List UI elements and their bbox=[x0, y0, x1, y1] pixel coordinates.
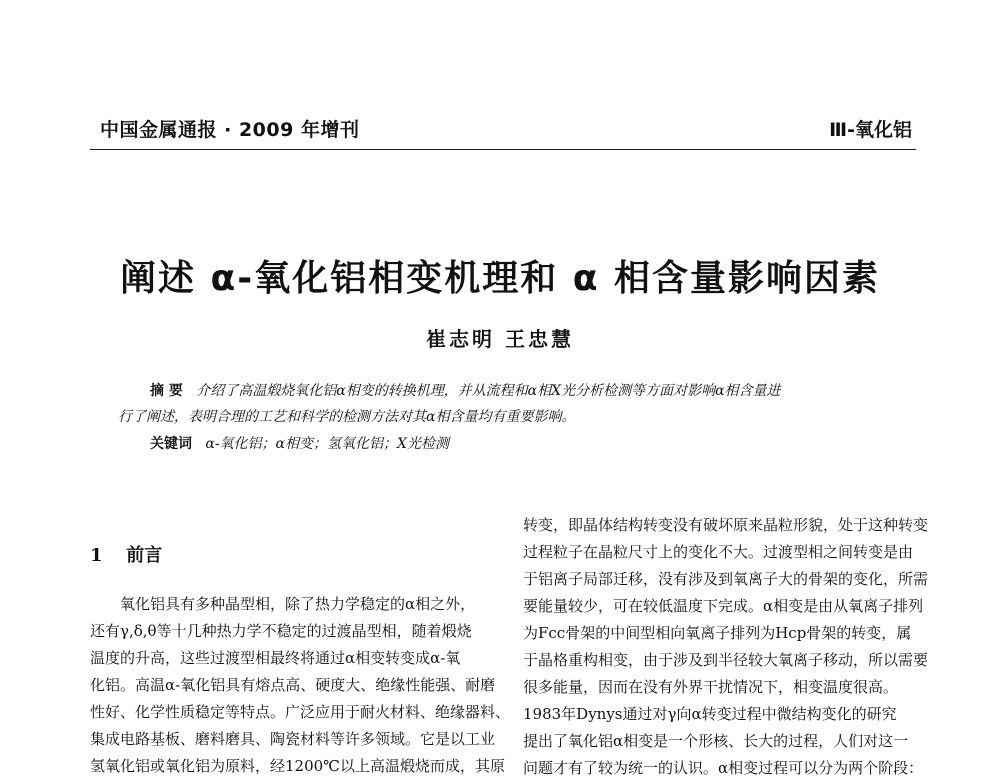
left-line: 还有γ,δ,θ等十几种热力学不稳定的过渡晶型相，随着煅烧 bbox=[90, 622, 472, 640]
authors: 崔志明 王忠慧 bbox=[426, 327, 574, 351]
keywords-line bbox=[150, 433, 449, 453]
abstract-text-2: 行了阐述，表明合理的工艺和科学的检测方法对其α相含量均有重要影响。 bbox=[118, 409, 576, 425]
right-line: 为Fcc骨架的中间型相向氧离子排列为Hcp骨架的转变，属 bbox=[523, 624, 912, 642]
section-heading bbox=[90, 541, 162, 567]
abstract-line-2 bbox=[118, 406, 575, 426]
right-line: 过程粒子在晶粒尺寸上的变化不大。过渡型相之间转变是由 bbox=[523, 543, 914, 561]
left-line: 性好、化学性质稳定等特点。广泛应用于耐火材料、绝缘器料、 bbox=[90, 703, 511, 721]
right-line: 转变，即晶体结构转变没有破坏原来晶粒形貌，处于这种转变 bbox=[523, 516, 929, 534]
right-line: 问题才有了较为统一的认识。α相变过程可以分为两个阶段： bbox=[523, 759, 924, 777]
section-number: 1 bbox=[90, 545, 103, 566]
right-line: 1983年Dynys通过对γ向α转变过程中微结构变化的研究 bbox=[523, 705, 897, 723]
left-line: 化铝。高温α-氧化铝具有熔点高、硬度大、绝缘性能强、耐磨 bbox=[90, 676, 496, 694]
section-title: 前言 bbox=[126, 545, 163, 566]
keywords-text: α-氧化铝；α相变；氢氧化铝；X光检测 bbox=[205, 436, 449, 452]
section-header: Ⅲ-氧化铝 bbox=[829, 119, 912, 141]
left-line: 温度的升高，这些过渡型相最终将通过α相变转变成α-氧 bbox=[90, 649, 461, 667]
right-line: 要能量较少，可在较低温度下完成。α相变是由从氧离子排列 bbox=[523, 597, 924, 615]
article-title: 阐述 α-氧化铝相变机理和 α 相含量影响因素 bbox=[119, 258, 880, 299]
keywords-label: 关键词 bbox=[150, 436, 192, 452]
left-line: 集成电路基板、磨料磨具、陶瓷材料等许多领域。它是以工业 bbox=[90, 730, 496, 748]
right-line: 很多能量，因而在没有外界干扰情况下，相变温度很高。 bbox=[523, 678, 899, 696]
right-line: 于晶格重构相变，由于涉及到半径较大氧离子移动，所以需要 bbox=[523, 651, 929, 669]
abstract-label: 摘 要 bbox=[150, 383, 183, 399]
right-column bbox=[523, 512, 929, 782]
right-line: 提出了氧化铝α相变是一个形核、长大的过程，人们对这一 bbox=[523, 732, 909, 750]
journal-header: 中国金属通报 · 2009 年增刊 bbox=[100, 119, 360, 141]
header-rule bbox=[90, 149, 916, 150]
abstract-line-1 bbox=[150, 380, 781, 400]
left-column bbox=[90, 591, 511, 780]
left-line: 氧化铝具有多种晶型相，除了热力学稳定的α相之外， bbox=[120, 595, 476, 613]
right-line: 于铝离子局部迁移，没有涉及到氧离子大的骨架的变化，所需 bbox=[523, 570, 929, 588]
left-line: 氢氧化铝或氧化铝为原料，经1200℃以上高温煅烧而成，其原 bbox=[90, 757, 505, 775]
abstract-text-1: 介绍了高温煅烧氧化铝α相变的转换机理，并从流程和α相X光分析检测等方面对影响α相含量进 bbox=[196, 383, 781, 399]
